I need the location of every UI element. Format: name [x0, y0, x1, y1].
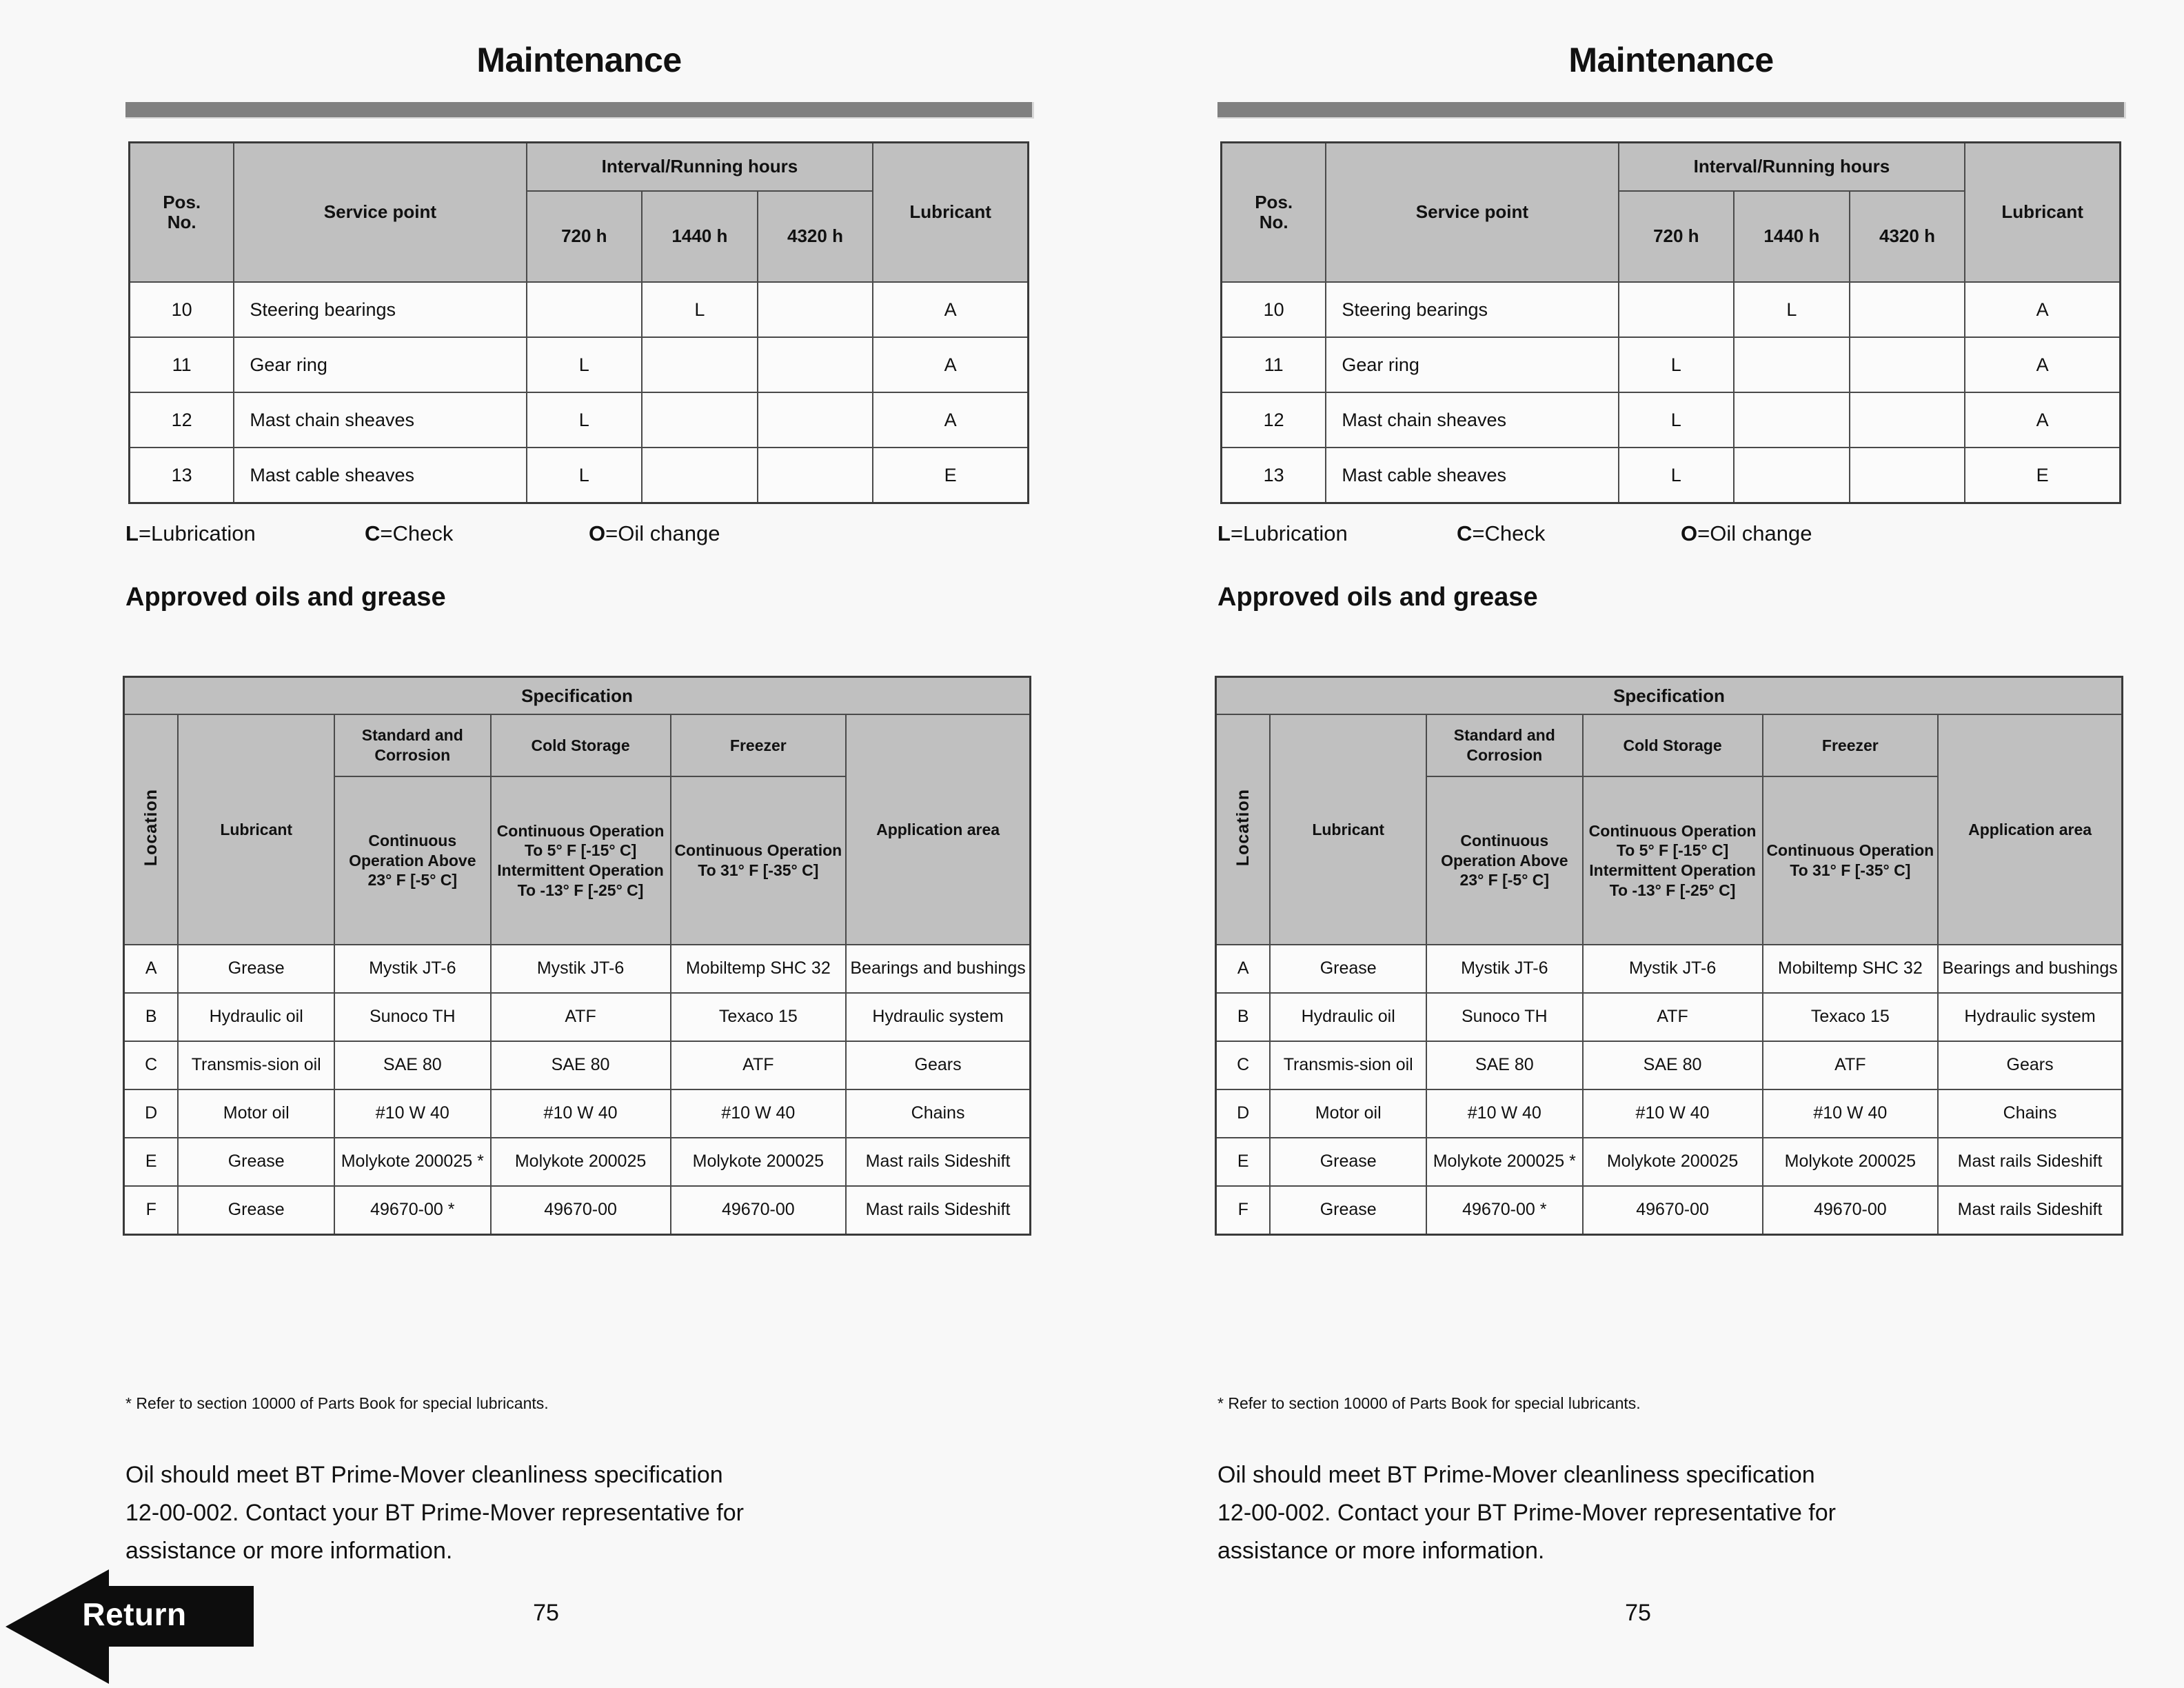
column-header-standard-corrosion: Standard and Corrosion: [1426, 714, 1583, 776]
cell-cold: #10 W 40: [1583, 1089, 1763, 1138]
cell-standard: Sunoco TH: [1426, 993, 1583, 1041]
cell-application: Bearings and bushings: [1938, 945, 2122, 993]
cell-standard: SAE 80: [1426, 1041, 1583, 1089]
cell-freezer: ATF: [671, 1041, 847, 1089]
cell-service-point: Gear ring: [234, 337, 526, 392]
cell-application: Hydraulic system: [1938, 993, 2122, 1041]
column-header-specification: Specification: [1216, 677, 2123, 715]
cell-lubricant: E: [1965, 448, 2120, 503]
table-row: [130, 392, 1029, 448]
cell-lubricant: Transmis-sion oil: [1270, 1041, 1426, 1089]
column-header-standard-condition: Continuous Operation Above 23° F [-5° C]: [334, 776, 491, 945]
cell-lubricant: A: [1965, 337, 2120, 392]
legend-key-o: O: [1681, 521, 1698, 545]
cell-standard: 49670-00 *: [334, 1186, 491, 1235]
column-header-cold-storage: Cold Storage: [1583, 714, 1763, 776]
column-header-4320h: 4320 h: [1850, 191, 1965, 282]
table-row: [1216, 1186, 2123, 1235]
cell-1440h: [1734, 448, 1850, 503]
cell-location: F: [124, 1186, 179, 1235]
cell-application: Gears: [846, 1041, 1030, 1089]
cell-pos-no: 10: [130, 282, 234, 337]
cell-application: Hydraulic system: [846, 993, 1030, 1041]
cell-application: Mast rails Sideshift: [846, 1138, 1030, 1186]
cell-lubricant: A: [873, 282, 1028, 337]
table-row: [1216, 945, 2123, 993]
title-divider-bar: [1217, 102, 2126, 119]
column-header-720h: 720 h: [527, 191, 643, 282]
cell-freezer: Mobiltemp SHC 32: [1763, 945, 1939, 993]
cell-standard: Sunoco TH: [334, 993, 491, 1041]
cell-lubricant: Grease: [178, 945, 334, 993]
cell-720h: L: [527, 392, 643, 448]
page-panel-right: [1092, 0, 2184, 1688]
cell-application: Mast rails Sideshift: [846, 1186, 1030, 1235]
legend-text-check: =Check: [1472, 521, 1546, 545]
cell-application: Mast rails Sideshift: [1938, 1138, 2122, 1186]
cell-application: Chains: [1938, 1089, 2122, 1138]
cell-cold: ATF: [1583, 993, 1763, 1041]
cell-service-point: Mast chain sheaves: [1326, 392, 1618, 448]
table-row: [124, 993, 1031, 1041]
cell-freezer: 49670-00: [671, 1186, 847, 1235]
legend-item-oil-change: [1681, 521, 1812, 546]
column-header-cold-storage: Cold Storage: [491, 714, 671, 776]
page-number: 75: [1625, 1600, 1651, 1626]
column-header-freezer-condition: Continuous Operation To 31° F [-35° C]: [1763, 776, 1939, 945]
cell-standard: #10 W 40: [334, 1089, 491, 1138]
column-header-service-point: Service point: [234, 143, 526, 283]
cell-lubricant: Grease: [178, 1186, 334, 1235]
cell-cold: Molykote 200025: [1583, 1138, 1763, 1186]
cell-location: D: [1216, 1089, 1271, 1138]
cell-standard: #10 W 40: [1426, 1089, 1583, 1138]
cell-location: C: [124, 1041, 179, 1089]
column-header-standard-corrosion: Standard and Corrosion: [334, 714, 491, 776]
cell-lubricant: Grease: [1270, 1186, 1426, 1235]
cell-lubricant: Grease: [1270, 945, 1426, 993]
column-header-cold-condition: Continuous Operation To 5° F [-15° C] Intermittent Operation To -13° F [-25° C]: [491, 776, 671, 945]
column-header-cold-condition: Continuous Operation To 5° F [-15° C] Intermittent Operation To -13° F [-25° C]: [1583, 776, 1763, 945]
cell-pos-no: 13: [130, 448, 234, 503]
cell-location: B: [124, 993, 179, 1041]
cell-4320h: [758, 282, 873, 337]
cell-720h: L: [527, 337, 643, 392]
cell-720h: L: [527, 448, 643, 503]
cell-pos-no: 12: [130, 392, 234, 448]
page-number: 75: [533, 1600, 559, 1626]
page-title: Maintenance: [1568, 41, 1774, 79]
cell-pos-no: 10: [1222, 282, 1326, 337]
cell-lubricant: A: [1965, 282, 2120, 337]
table-row: [1216, 993, 2123, 1041]
footnote-special-lubricants: * Refer to section 10000 of Parts Book for special lubricants.: [1217, 1394, 1641, 1412]
table-row: [124, 1138, 1031, 1186]
cell-freezer: Texaco 15: [671, 993, 847, 1041]
cell-standard: Molykote 200025 *: [1426, 1138, 1583, 1186]
table-row: [130, 282, 1029, 337]
interval-table-body: [1222, 282, 2121, 503]
cell-lubricant: A: [873, 392, 1028, 448]
cell-4320h: [1850, 337, 1965, 392]
column-header-service-point: Service point: [1326, 143, 1618, 283]
cell-cold: Molykote 200025: [491, 1138, 671, 1186]
cell-1440h: L: [642, 282, 758, 337]
cell-4320h: [758, 448, 873, 503]
body-paragraph: [1217, 1456, 2126, 1570]
column-header-720h: 720 h: [1619, 191, 1735, 282]
cell-location: B: [1216, 993, 1271, 1041]
cell-location: C: [1216, 1041, 1271, 1089]
spec-table-body: [124, 945, 1031, 1235]
table-row: [1222, 282, 2121, 337]
table-row: [124, 1041, 1031, 1089]
cell-application: Bearings and bushings: [846, 945, 1030, 993]
table-row: [130, 448, 1029, 503]
column-header-1440h: 1440 h: [642, 191, 758, 282]
legend-item-lubrication: [125, 521, 256, 546]
legend-item-check: [365, 521, 453, 546]
cell-4320h: [1850, 392, 1965, 448]
column-header-application-area: Application area: [846, 714, 1030, 945]
section-heading-approved-oils: Approved oils and grease: [1217, 583, 1538, 612]
cell-service-point: Steering bearings: [1326, 282, 1618, 337]
cell-cold: 49670-00: [491, 1186, 671, 1235]
column-header-freezer: Freezer: [671, 714, 847, 776]
cell-service-point: Mast chain sheaves: [234, 392, 526, 448]
cell-1440h: L: [1734, 282, 1850, 337]
cell-freezer: #10 W 40: [1763, 1089, 1939, 1138]
interval-table-body: [130, 282, 1029, 503]
cell-location: F: [1216, 1186, 1271, 1235]
column-header-spec-lubricant: Lubricant: [1270, 714, 1426, 945]
cell-lubricant: Transmis-sion oil: [178, 1041, 334, 1089]
column-header-standard-condition: Continuous Operation Above 23° F [-5° C]: [1426, 776, 1583, 945]
cell-720h: [527, 282, 643, 337]
return-button[interactable]: [6, 1569, 261, 1684]
table-row: [130, 337, 1029, 392]
cell-4320h: [1850, 448, 1965, 503]
cell-720h: L: [1619, 392, 1735, 448]
cell-location: E: [1216, 1138, 1271, 1186]
column-header-application-area: Application area: [1938, 714, 2122, 945]
page-title: Maintenance: [476, 41, 682, 79]
legend-item-check: [1457, 521, 1545, 546]
legend-text-oil-change: =Oil change: [605, 521, 720, 545]
body-paragraph-line-3: assistance or more information.: [1217, 1538, 1545, 1565]
cell-service-point: Mast cable sheaves: [234, 448, 526, 503]
pos-no-line2: No.: [1259, 212, 1288, 232]
table-row: [1222, 448, 2121, 503]
cell-standard: SAE 80: [334, 1041, 491, 1089]
column-header-pos-no: [130, 143, 234, 283]
cell-lubricant: Grease: [1270, 1138, 1426, 1186]
pos-no-line1: Pos.: [1255, 191, 1293, 212]
approved-oils-spec-table: [1215, 676, 2123, 1236]
cell-standard: Mystik JT-6: [1426, 945, 1583, 993]
cell-cold: SAE 80: [491, 1041, 671, 1089]
legend-key-c: C: [365, 521, 381, 545]
cell-standard: Molykote 200025 *: [334, 1138, 491, 1186]
location-vertical-label: Location: [1233, 788, 1253, 866]
title-divider-bar: [125, 102, 1034, 119]
table-row: [1216, 1089, 2123, 1138]
body-paragraph-line-2: 12-00-002. Contact your BT Prime-Mover representative for: [1217, 1500, 1836, 1527]
pos-no-line1: Pos.: [163, 191, 201, 212]
cell-cold: ATF: [491, 993, 671, 1041]
legend-key-l: L: [125, 521, 139, 545]
return-arrow-icon[interactable]: [6, 1569, 261, 1684]
cell-cold: 49670-00: [1583, 1186, 1763, 1235]
interval-running-hours-table: [1220, 141, 2121, 504]
cell-application: Chains: [846, 1089, 1030, 1138]
cell-720h: L: [1619, 337, 1735, 392]
cell-pos-no: 13: [1222, 448, 1326, 503]
cell-cold: Mystik JT-6: [1583, 945, 1763, 993]
legend-text-lubrication: =Lubrication: [1230, 521, 1348, 545]
cell-service-point: Steering bearings: [234, 282, 526, 337]
cell-freezer: ATF: [1763, 1041, 1939, 1089]
cell-service-point: Mast cable sheaves: [1326, 448, 1618, 503]
return-button-label: Return: [82, 1596, 187, 1632]
cell-1440h: [642, 392, 758, 448]
legend-item-oil-change: [589, 521, 720, 546]
approved-oils-spec-table: [123, 676, 1031, 1236]
interval-running-hours-table: [128, 141, 1029, 504]
cell-1440h: [642, 448, 758, 503]
cell-cold: SAE 80: [1583, 1041, 1763, 1089]
column-header-interval-running-hours: Interval/Running hours: [1619, 143, 1965, 192]
cell-service-point: Gear ring: [1326, 337, 1618, 392]
column-header-freezer: Freezer: [1763, 714, 1939, 776]
column-header-pos-no: [1222, 143, 1326, 283]
cell-lubricant: A: [873, 337, 1028, 392]
cell-1440h: [1734, 392, 1850, 448]
cell-720h: [1619, 282, 1735, 337]
cell-lubricant: Motor oil: [1270, 1089, 1426, 1138]
cell-1440h: [642, 337, 758, 392]
body-paragraph-line-1: Oil should meet BT Prime-Mover cleanliness specification: [1217, 1462, 1815, 1488]
cell-location: D: [124, 1089, 179, 1138]
cell-location: A: [124, 945, 179, 993]
cell-pos-no: 11: [130, 337, 234, 392]
table-row: [1222, 392, 2121, 448]
body-paragraph: [125, 1456, 1034, 1570]
column-header-1440h: 1440 h: [1734, 191, 1850, 282]
column-header-freezer-condition: Continuous Operation To 31° F [-35° C]: [671, 776, 847, 945]
column-header-spec-lubricant: Lubricant: [178, 714, 334, 945]
location-vertical-label: Location: [141, 788, 161, 866]
cell-freezer: #10 W 40: [671, 1089, 847, 1138]
legend-item-lubrication: [1217, 521, 1348, 546]
cell-4320h: [758, 392, 873, 448]
pos-no-line2: No.: [167, 212, 196, 232]
table-row: [1216, 1138, 2123, 1186]
table-row: [124, 1089, 1031, 1138]
cell-4320h: [1850, 282, 1965, 337]
cell-lubricant: E: [873, 448, 1028, 503]
column-header-lubricant: Lubricant: [873, 143, 1028, 283]
section-heading-approved-oils: Approved oils and grease: [125, 583, 446, 612]
cell-cold: Mystik JT-6: [491, 945, 671, 993]
spec-table-body: [1216, 945, 2123, 1235]
cell-freezer: 49670-00: [1763, 1186, 1939, 1235]
cell-standard: 49670-00 *: [1426, 1186, 1583, 1235]
cell-location: E: [124, 1138, 179, 1186]
cell-application: Gears: [1938, 1041, 2122, 1089]
cell-lubricant: A: [1965, 392, 2120, 448]
body-paragraph-line-1: Oil should meet BT Prime-Mover cleanliness specification: [125, 1462, 723, 1488]
cell-freezer: Texaco 15: [1763, 993, 1939, 1041]
cell-720h: L: [1619, 448, 1735, 503]
body-paragraph-line-3: assistance or more information.: [125, 1538, 453, 1565]
cell-freezer: Molykote 200025: [671, 1138, 847, 1186]
cell-pos-no: 12: [1222, 392, 1326, 448]
column-header-4320h: 4320 h: [758, 191, 873, 282]
column-header-lubricant: Lubricant: [1965, 143, 2120, 283]
body-paragraph-line-2: 12-00-002. Contact your BT Prime-Mover representative for: [125, 1500, 744, 1527]
legend-text-check: =Check: [380, 521, 454, 545]
column-header-location: [1216, 714, 1271, 945]
table-row: [124, 945, 1031, 993]
column-header-specification: Specification: [124, 677, 1031, 715]
column-header-location: [124, 714, 179, 945]
cell-freezer: Mobiltemp SHC 32: [671, 945, 847, 993]
table-row: [124, 1186, 1031, 1235]
legend-text-lubrication: =Lubrication: [138, 521, 256, 545]
footnote-special-lubricants: * Refer to section 10000 of Parts Book for special lubricants.: [125, 1394, 549, 1412]
cell-application: Mast rails Sideshift: [1938, 1186, 2122, 1235]
cell-cold: #10 W 40: [491, 1089, 671, 1138]
legend-key-c: C: [1457, 521, 1473, 545]
cell-lubricant: Hydraulic oil: [178, 993, 334, 1041]
table-row: [1216, 1041, 2123, 1089]
cell-lubricant: Hydraulic oil: [1270, 993, 1426, 1041]
cell-lubricant: Motor oil: [178, 1089, 334, 1138]
legend-key-o: O: [589, 521, 606, 545]
legend-key-l: L: [1217, 521, 1231, 545]
cell-pos-no: 11: [1222, 337, 1326, 392]
cell-4320h: [758, 337, 873, 392]
cell-freezer: Molykote 200025: [1763, 1138, 1939, 1186]
cell-1440h: [1734, 337, 1850, 392]
cell-standard: Mystik JT-6: [334, 945, 491, 993]
table-row: [1222, 337, 2121, 392]
legend-text-oil-change: =Oil change: [1697, 521, 1812, 545]
cell-lubricant: Grease: [178, 1138, 334, 1186]
column-header-interval-running-hours: Interval/Running hours: [527, 143, 873, 192]
cell-location: A: [1216, 945, 1271, 993]
